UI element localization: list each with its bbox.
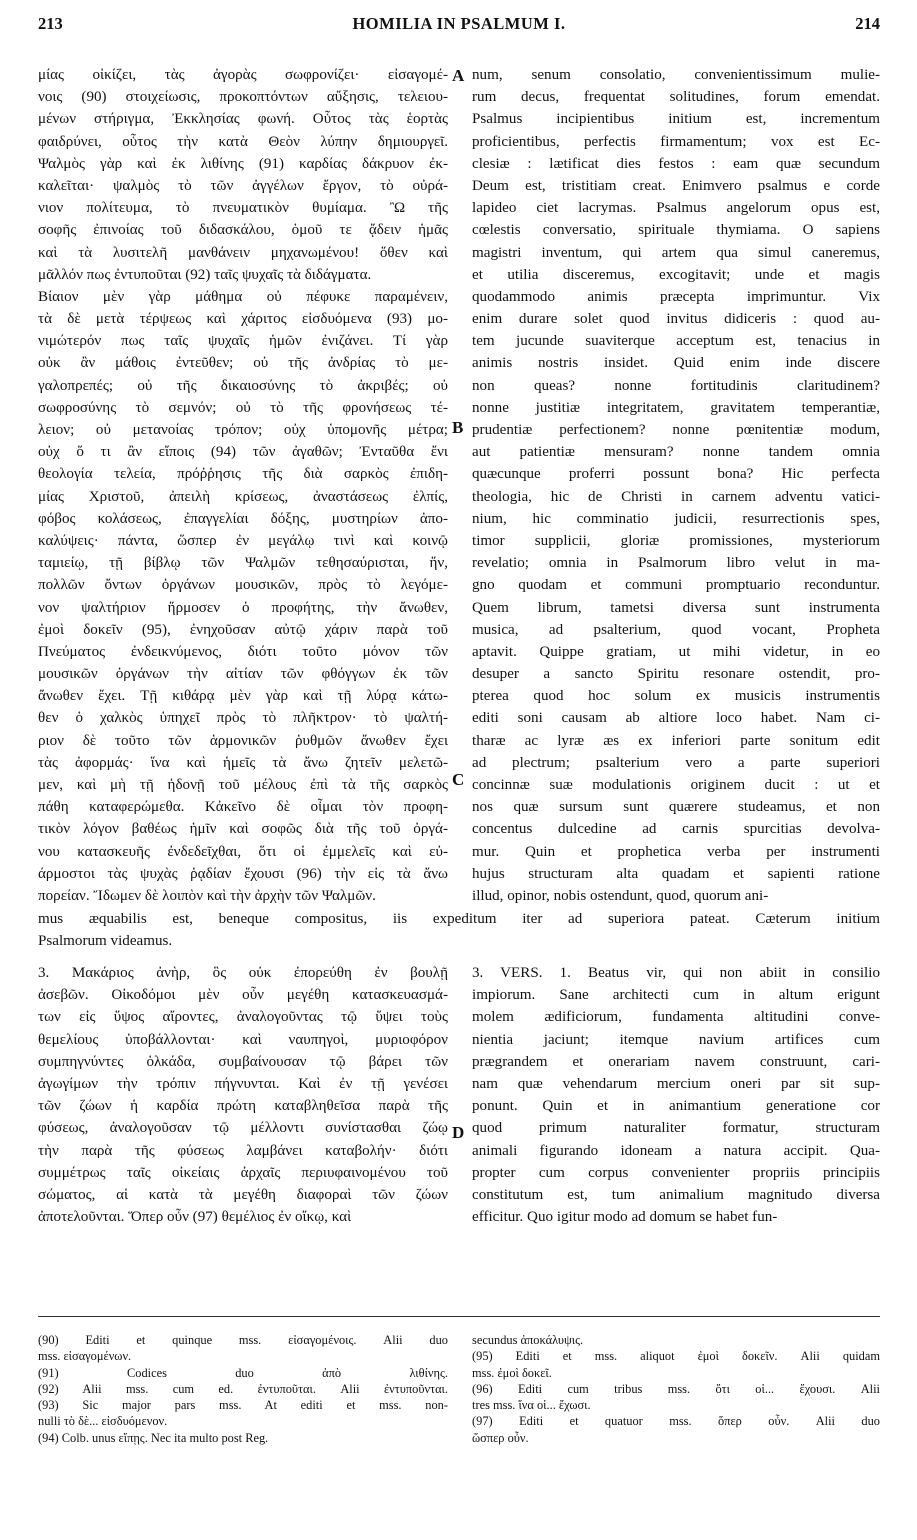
latin-top-line: revelatio; omnia in Psalmorum libro velut in ma- xyxy=(472,555,880,572)
footnote-left-line: (93) Sic major pars mss. At editi et mss. non- xyxy=(38,1398,448,1413)
footnote-rule xyxy=(38,1316,880,1317)
greek-bottom-line: φύσεως, ἀναλογοῦσαν τῷ μέλλοντι συνίστασθαι ζώῳ xyxy=(38,1120,448,1137)
latin-top-line: magistri inventum, qui artem qua simul caneremus, xyxy=(472,244,880,261)
latin-top-line: concinnæ suæ modulationis originem ducit : ut et xyxy=(472,777,880,793)
latin-top-line: et utilia disceremus, excogitavit; unde et magis xyxy=(472,266,880,283)
latin-top-line: theologia, hic de Christi in carnem adventu vatici- xyxy=(472,488,880,505)
greek-top-line: μουσικῶν ὀργάνων τὴν αἰτίαν τῶν φθόγγων ἐκ τῶν xyxy=(38,666,448,683)
greek-top-line: ἐμοὶ δοκεῖν (95), ἐνηχοῦσαν αὐτῷ χάριν παρὰ τοῦ xyxy=(38,621,448,638)
greek-bottom-line: σώματος, αἱ κατὰ τὰ μεγέθη διαφοραὶ τῶν ζώων xyxy=(38,1186,448,1203)
greek-top-line: γαλοπρεπές; οὐ τῆς δικαιοσύνης τὸ ἀκριβές; οὐ xyxy=(38,377,448,394)
latin-top-line: aptavit. Quippe gratiam, ut mihi videtur, in eo xyxy=(472,643,880,660)
greek-top-line: μεν, καὶ μὴ τῇ ἡδονῇ τοῦ μέλους ἐπὶ τὰ τῆς σαρκὸς xyxy=(38,777,448,793)
greek-top-line: Πνεύματος ἐνδεικνύμενος, διότι τοῦτο μόνον τῶν xyxy=(38,643,448,660)
greek-top-line: μᾶλλόν πως ἐντυποῦται (92) ταῖς ψυχαῖς τὰ διδάγματα. xyxy=(38,266,372,283)
greek-bottom-line: συμμέτρως ταῖς οἰκείαις ἀρχαῖς περιυφαινομένου τοῦ xyxy=(38,1164,448,1181)
footnote-left-line: nulli τὸ δὲ... εἰσδυόμενον. xyxy=(38,1414,168,1429)
greek-top-line: πορείαν. Ἴδωμεν δὲ λοιπὸν καὶ τὴν ἀρχὴν τῶν Ψαλμῶν. xyxy=(38,887,376,904)
greek-bottom-line: των εἰς ὕψος αἴροντες, ἀναλογοῦντας τῷ ὕψει τοὺς xyxy=(38,1009,448,1026)
latin-top-line: ad plectrum; psalterium vero a parte superiori xyxy=(472,754,880,771)
latin-top-line: lapideo ciet lacrymas. Psalmus angelorum opus est, xyxy=(472,200,880,217)
latin-bottom-line: efficitur. Quo igitur modo ad domum se habet fun- xyxy=(472,1209,778,1226)
footnote-right-line: secundus ἀποκάλυψις. xyxy=(472,1333,584,1347)
span-line: Psalmorum videamus. xyxy=(38,933,173,950)
latin-top-line: nos quæ sursum sunt quærere studeamus, et non xyxy=(472,799,880,816)
greek-top-line: ριον δὲ τοῦτο τῶν ἁρμονικῶν ῥυθμῶν ἄνωθεν ἔχει xyxy=(38,732,448,749)
latin-text-column-top xyxy=(472,64,880,907)
greek-top-line: μίας Χριστοῦ, ἀπειλὴ κρίσεως, ἀναστάσεως ἐλπίς, xyxy=(38,488,448,505)
latin-top-line: gno quodam et communi promptuario reconduntur. xyxy=(472,577,880,594)
greek-top-line: νιμώτερόν πως ταῖς ψυχαῖς ἡμῶν ἐνιζάνει. Τί γὰρ xyxy=(38,333,448,350)
latin-text-column-bottom xyxy=(472,962,880,1228)
latin-bottom-line: constitutum est, tum animalium magnitudo diversa xyxy=(472,1186,880,1203)
greek-top-line: νου κατασκευῆς ἐνδεδεῖχθαι, ὅτι οἱ ἐμμελεῖς καὶ εὐ- xyxy=(38,843,448,860)
greek-top-line: τὰς ἀφορμάς· ἵνα καὶ ἡμεῖς τὰ ἄνω ζητεῖν μελετῶ- xyxy=(38,754,448,771)
greek-top-line: πάθη καταφερώμεθα. Κἀκεῖνο δὲ οἶμαι τὸν προφη- xyxy=(38,799,448,816)
footnote-right-line: mss. ἐμοὶ δοκεῖ. xyxy=(472,1365,552,1380)
greek-bottom-line: ἀγωγίμων τὴν τρόπιν πήγνυνται. Καὶ ἐν τῇ γενέσει xyxy=(38,1075,448,1092)
greek-top-line: ταμιείῳ, τῇ βίβλῳ τῶν Ψαλμῶν τεθησαύρισται, ἥν, xyxy=(38,555,448,572)
footnotes-right xyxy=(472,1332,880,1446)
greek-bottom-line: τῶν ζώων ἡ καρδία πρώτη καταβληθεῖσα παρὰ τῆς xyxy=(38,1098,448,1115)
section-marker-d: D xyxy=(452,1123,465,1142)
footnote-right-line: (97) Editi et quatuor mss. ὅπερ οὖν. Alii duo xyxy=(472,1414,880,1429)
greek-top-line: οὐχ ὅ τι ἂν εἴποις (94) τῶν ἀγαθῶν; Ἐνταῦθα ἔνι xyxy=(38,444,448,461)
greek-top-line: Ψαλμὸς γὰρ καὶ ἐκ λιθίνης (91) καρδίας δάκρυον ἐκ- xyxy=(38,155,448,172)
section-marker-c: C xyxy=(452,770,465,789)
greek-text-column-top xyxy=(38,64,448,907)
footnote-left-line: (92) Alii mss. cum ed. ἐντυποῦται. Alii ἐντυποῦνται. xyxy=(38,1381,448,1396)
latin-top-line: enim durare solet quod invitus didiceris : quod au- xyxy=(472,311,880,328)
latin-bottom-line: impiorum. Sane architecti cum in altum erigunt xyxy=(472,987,880,1004)
greek-top-line: Βίαιον μὲν γὰρ μάθημα οὐ πέφυκε παραμένειν, xyxy=(38,288,448,305)
right-page-number: 214 xyxy=(855,14,880,33)
running-header xyxy=(38,14,880,38)
greek-bottom-line: θεμελίους ὑποβάλλονται· καὶ ναυπηγοὶ, μυριοφόρον xyxy=(38,1031,448,1048)
latin-top-line: Quem librum, tametsi diversa sunt instrumenta xyxy=(472,599,880,616)
latin-bottom-line: quod primum naturaliter formatur, structuram xyxy=(472,1120,880,1137)
greek-top-line: λειον; οὐ μετανοίας τρόπον; οὐχ ὑπομονῆς μέτρα; xyxy=(38,422,448,438)
latin-bottom-line: animali figurando idoneam a natura accipit. Qua- xyxy=(472,1142,880,1159)
latin-top-line: clesiæ : lætificat dies festos : eam quæ secundum xyxy=(472,155,880,172)
greek-top-line: νον ψαλτήριον ἥρμοσεν ὁ προφήτης, τὴν ἄνωθεν, xyxy=(38,599,448,616)
greek-top-line: πολλῶν ὄντων ὀργάνων μουσικῶν, πρὸς τὸ λεγόμε- xyxy=(38,577,448,594)
greek-top-line: θεν ὁ χαλκὸς ὑπηχεῖ πρὸς τὸ πλῆκτρον· τὸ ψαλτή- xyxy=(38,710,448,727)
greek-top-line: φαιδρύνει, οὗτος τὴν κατὰ Θεὸν λύπην δημιουργεῖ. xyxy=(38,133,448,150)
latin-top-line: musica, ad psalterium, quod vocant, Propheta xyxy=(472,621,880,638)
latin-top-line: editi soni causam ab altiore loco habet. Nam ci- xyxy=(472,710,880,727)
greek-bottom-line: ἀποτελοῦνται. Ὅπερ οὖν (97) θεμέλιος ἐν οἴκῳ, καὶ xyxy=(38,1209,352,1226)
latin-bottom-line: nientia jaciunt; itemque navium artifices cum xyxy=(472,1031,880,1048)
latin-top-line: desuper a sancto Spiritu resonare ostendit, pro- xyxy=(472,666,880,683)
footnote-right-line: ὥσπερ οὖν. xyxy=(472,1430,529,1445)
latin-top-line: Deum est, tristitiam creat. Enimvero psalmus e corde xyxy=(472,177,880,194)
latin-top-line: animis nostris insidet. Quid enim inde discere xyxy=(472,355,880,372)
latin-top-line: tharæ ac lyræ æs ex inferiori parte sonitum edit xyxy=(472,732,880,749)
greek-top-line: τὰ δὲ μετὰ τέρψεως καὶ χάριτος εἰσδυόμενα (93) μο- xyxy=(38,311,448,328)
greek-bottom-line: τὴν παρὰ τῆς φύσεως λαμβάνει καταβολήν· διότι xyxy=(38,1142,448,1159)
latin-top-line: tem jucunde suaviterque acceptum est, tenacius in xyxy=(472,333,880,350)
latin-bottom-line: ponunt. Quin et in animantium generatione cor xyxy=(472,1098,880,1115)
greek-top-line: μίας οἰκίζει, τὰς ἀγορὰς σωφρονίζει· εἰσαγομέ- xyxy=(38,67,448,83)
greek-top-line: μένων στήριγμα, Ἐκκλησίας φωνή. Οὗτος τὰς ἑορτὰς xyxy=(38,111,448,128)
footnote-left-line: (90) Editi et quinque mss. εἰσαγομένοις. Alii duo xyxy=(38,1333,448,1347)
latin-top-line: pterea quod hoc solum ex musicis instrumentis xyxy=(472,688,880,705)
greek-top-line: νιον πολίτευμα, τὸ πνευματικὸν θυμίαμα. Ὢ τῆς xyxy=(38,200,448,217)
greek-top-line: φόβος κολάσεως, ἐπαγγελίαι δόξης, μυστηρίων ἀπο- xyxy=(38,510,448,527)
footnote-left-line: (94) Colb. unus εἴπῃς. Nec ita multo post Reg. xyxy=(38,1430,269,1445)
greek-bottom-line: συμπηγνύντες ὁλκάδα, συμβαίνουσαν τῷ βάρει τῶν xyxy=(38,1053,448,1070)
greek-top-line: σωφροσύνης τὸ σεμνόν; οὐ τὸ τῆς φρονήσεως τέ- xyxy=(38,399,448,416)
greek-top-line: καὶ τὰ λυσιτελῆ μανθάνειν μηχανωμένου! ὅθεν καὶ xyxy=(38,244,448,261)
left-page-number: 213 xyxy=(38,14,63,33)
latin-top-line: non queas? nonne fortitudinis claritudinem? xyxy=(472,377,880,394)
greek-top-line: θεολογία τελεία, πρόῤῥησις τῆς διὰ σαρκὸς ἐπιδη- xyxy=(38,466,448,483)
latin-top-line: rum decus, frequentat solitudines, forum emendat. xyxy=(472,89,880,106)
greek-bottom-line: 3. Μακάριος ἀνὴρ, ὃς οὐκ ἐπορεύθη ἐν βουλῇ xyxy=(38,965,448,981)
section-marker-a: A xyxy=(452,66,465,85)
greek-top-line: καλύψεις· πάντα, ὥσπερ ἐν μεγάλῳ τινὶ καὶ κοινῷ xyxy=(38,532,448,549)
latin-top-line: quodammodo animis præcepta imprimuntur. Vix xyxy=(472,288,880,305)
latin-top-line: timor supplicii, gloriæ promissiones, mysteriorum xyxy=(472,532,880,549)
latin-bottom-line: nam quæ vehendarum mercium oneri par sit sup- xyxy=(472,1075,880,1092)
latin-top-line: num, senum consolatio, convenientissimum mulie- xyxy=(472,67,880,83)
footnote-right-line: (95) Editi et mss. aliquot ἐμοὶ δοκεῖν. Alii quidam xyxy=(472,1349,880,1364)
greek-bottom-line: ἀσεβῶν. Οἰκοδόμοι μὲν οὖν μεγέθη κατασκευασμά- xyxy=(38,987,448,1004)
greek-top-line: καλεῖται· ψαλμὸς τὸ τῶν ἀγγέλων ἔργον, τὸ οὐρά- xyxy=(38,177,448,194)
greek-top-line: νοις (90) στοιχείωσις, προκοπτόντων αὔξησις, τελειου- xyxy=(38,89,448,106)
latin-bottom-line: propter cum corpus convenienter propriis principiis xyxy=(472,1164,880,1181)
latin-bottom-line: 3. VERS. 1. Beatus vir, qui non abiit in consilio xyxy=(472,965,880,981)
full-width-latin-lines xyxy=(38,908,880,952)
latin-top-line: Psalmus incipientibus initium est, incrementum xyxy=(472,111,880,128)
footnote-right-line: (96) Editi cum tribus mss. ὅτι οἱ... ἔχουσι. Alii xyxy=(472,1381,880,1396)
greek-top-line: οὐκ ἂν μάθοις ἐντεῦθεν; οὐ τῆς ἀνδρίας τὸ με- xyxy=(38,355,448,372)
latin-bottom-line: molem ædificiorum, fundamenta altitudini conve- xyxy=(472,1009,880,1026)
section-marker-b: B xyxy=(452,418,464,437)
greek-top-line: άρμοστοι τὰς ψυχὰς ῥᾳδίαν ἔχουσι (96) τὴν εἰς τὰ ἄνω xyxy=(38,865,448,882)
latin-top-line: concentus dulcedine ad carnis spurcitias devolva- xyxy=(472,821,880,838)
latin-top-line: aut patientiæ mensuram? nonne tandem omnia xyxy=(472,444,880,461)
greek-top-line: τικὸν λόγον βαθέως ἡμῖν καὶ σοφῶς διὰ τῆς τοῦ ὀργά- xyxy=(38,821,448,838)
latin-bottom-line: prægrandem et onerariam navem construunt, cari- xyxy=(472,1053,880,1070)
greek-top-line: σοφῆς ἐπινοίας τοῦ διδασκάλου, ὁμοῦ τε ᾄδειν ἡμᾶς xyxy=(38,222,448,239)
latin-top-line: nonne justitiæ integritatem, gravitatem temperantiæ, xyxy=(472,399,880,416)
latin-top-line: quæcunque proferri possunt bona? Hic perfecta xyxy=(472,466,880,483)
latin-top-line: nium, hic comminatio judicii, resurrectionis spes, xyxy=(472,510,880,527)
greek-text-column-bottom xyxy=(38,962,448,1228)
footnotes-left xyxy=(38,1332,448,1446)
latin-top-line: cœlestis conversatio, spirituale thymiama. O sapiens xyxy=(472,222,880,239)
footnote-left-line: mss. εἰσαγομένων. xyxy=(38,1349,132,1364)
latin-top-line: proficientibus, perfectis firmamentum; vox est Ec- xyxy=(472,133,880,150)
span-line: mus æquabilis est, beneque compositus, iis expeditum iter ad superiora pateat. Cæterum initium xyxy=(38,911,880,927)
latin-top-line: prudentiæ perfectionem? nonne pœnitentiæ modum, xyxy=(472,422,880,438)
latin-top-line: hujus structuram alta quadam et sapienti ratione xyxy=(472,865,880,882)
latin-top-line: illud, opinor, nobis ostendunt, quod, quorum ani- xyxy=(472,887,769,904)
latin-top-line: mur. Quin et prophetica verba per instrumenti xyxy=(472,843,880,860)
footnote-right-line: tres mss. ἵνα οἱ... ἔχωσι. xyxy=(472,1398,591,1413)
running-title: HOMILIA IN PSALMUM I. xyxy=(352,14,566,33)
footnote-left-line: (91) Codices duo ἀπὸ λιθίνης. xyxy=(38,1365,448,1380)
greek-top-line: ἄνωθεν ἔχει. Τῇ κιθάρᾳ μὲν γὰρ καὶ τῇ λύρᾳ κάτω- xyxy=(38,688,448,705)
